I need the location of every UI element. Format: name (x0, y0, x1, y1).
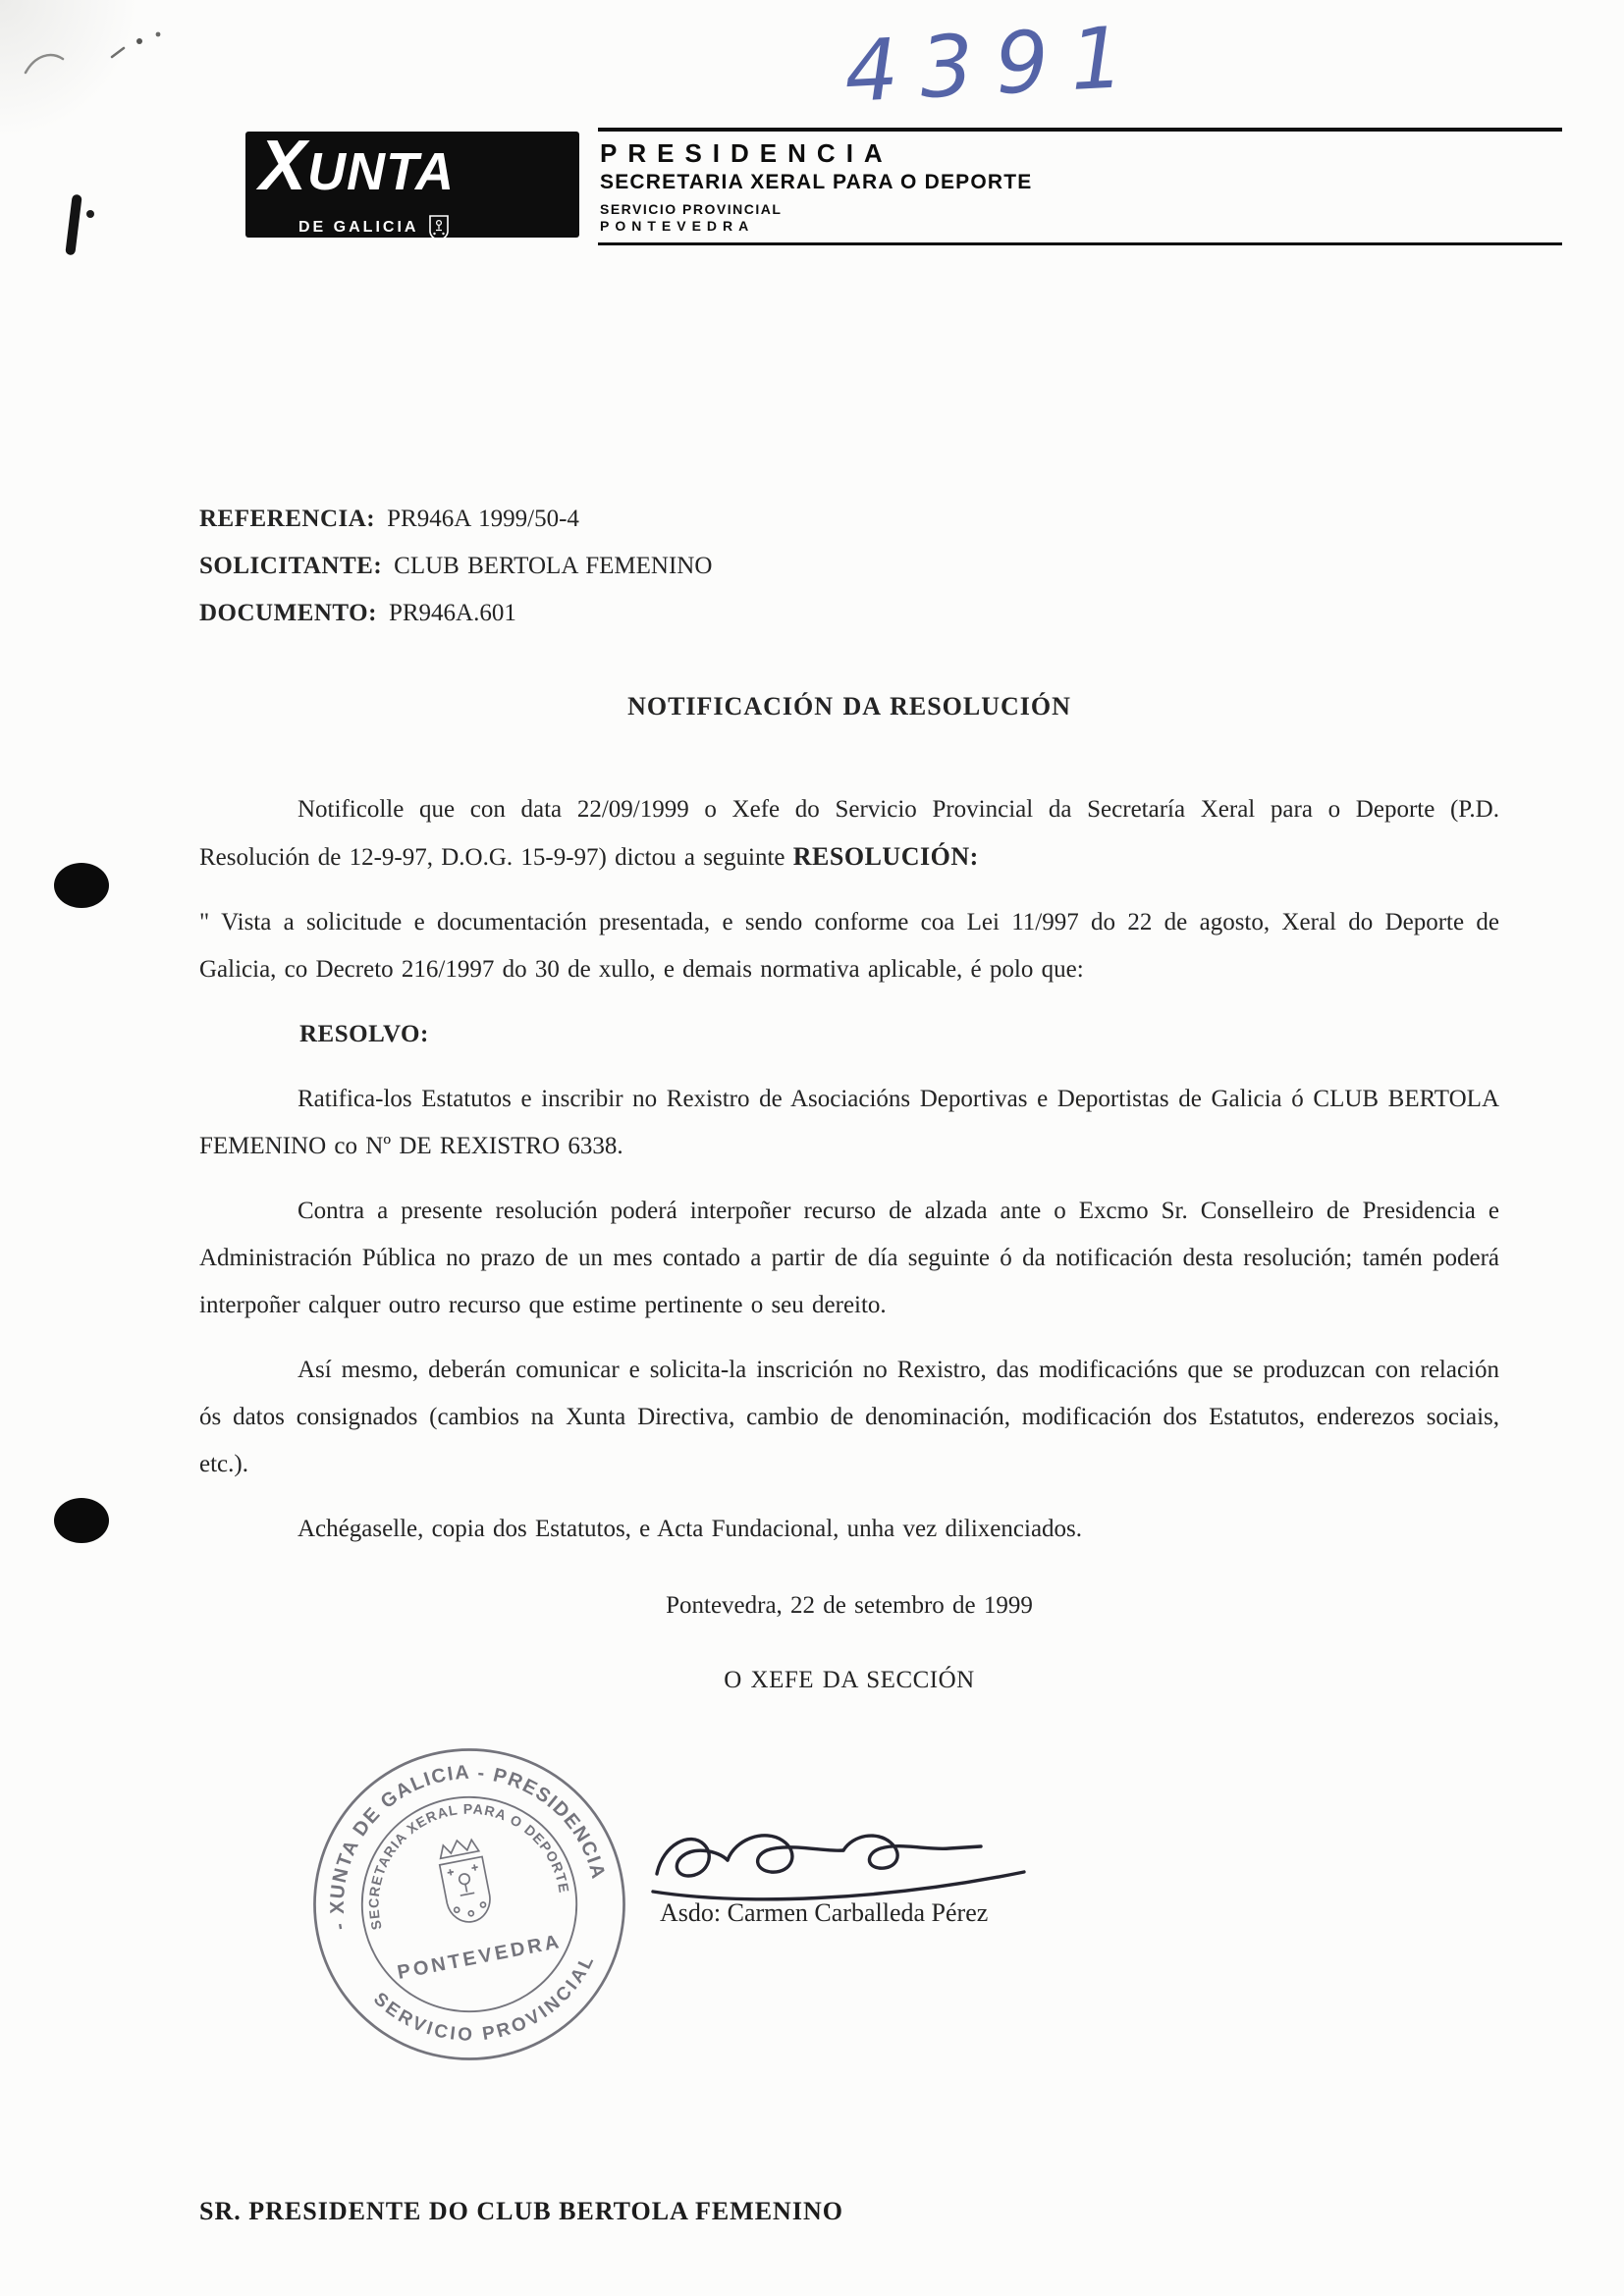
pen-scribble-marks (18, 22, 204, 100)
place-date-line: Pontevedra, 22 de setembro de 1999 (666, 1592, 1033, 1619)
logo-wordmark (259, 127, 568, 216)
logo-wordmark-rest: UNTA (307, 142, 455, 201)
ref-value-referencia: PR946A 1999/50-4 (387, 506, 579, 532)
resolvo-heading: RESOLVO: (299, 1021, 429, 1047)
stamp-crest-icon (436, 1837, 494, 1926)
official-stamp (304, 1739, 634, 2069)
ref-label-solicitante: SOLICITANTE: (199, 553, 383, 579)
handwritten-number: 4391 (841, 8, 1149, 122)
galicia-crest-icon (428, 214, 450, 241)
hole-punch-top (54, 863, 109, 908)
ref-value-documento: PR946A.601 (388, 600, 516, 626)
paragraph-notificacion-text: Notificolle que con data 22/09/1999 o Xefe do Servicio Provincial da Secretaría Xeral para o Deporte (P.D. Resolución de 12-9-97, D.O.G. 15-9-97) dictou a seguinte (199, 796, 1499, 871)
stamp-bottom-ring-text: SERVICIO PROVINCIAL (369, 1949, 600, 2046)
letterhead-secretaria: SECRETARIA XERAL PARA O DEPORTE (600, 171, 1033, 193)
paragraph-notificacion (199, 786, 1499, 881)
ref-label-referencia: REFERENCIA: (199, 506, 376, 532)
ref-label-documento: DOCUMENTO: (199, 600, 377, 626)
xunta-logo (245, 127, 579, 238)
ref-row-referencia (199, 496, 1499, 543)
ink-mark (65, 194, 81, 256)
document-title: NOTIFICACIÓN DA RESOLUCIÓN (627, 692, 1071, 721)
paragraph-modificacions: Así mesmo, deberán comunicar e solicita-la inscrición no Rexistro, das modificacións que se produzcan con relación ós datos consignados (cambios na Xunta Directiva, cambio de denominación, modificación dos Estatutos, enderezos sociais, etc.). (199, 1357, 1499, 1477)
ref-row-documento (199, 590, 1499, 637)
hole-punch-bottom (54, 1498, 109, 1543)
ref-row-solicitante (199, 543, 1499, 590)
logo-subtitle: DE GALICIA (298, 219, 419, 236)
logo-x-glyph: X (259, 127, 308, 205)
signer-title: O XEFE DA SECCIÓN (724, 1667, 975, 1693)
stamp-center-text: PONTEVEDRA (395, 1930, 565, 1984)
letterhead-servicio: SERVICIO PROVINCIAL (600, 201, 783, 217)
ref-value-solicitante: CLUB BERTOLA FEMENINO (394, 553, 713, 579)
paragraph-achegaselle: Achégaselle, copia dos Estatutos, e Acta Fundacional, unha vez dilixenciados. (298, 1516, 1083, 1542)
letterhead (598, 128, 1562, 245)
paragraph-vista: " Vista a solicitude e documentación presentada, e sendo conforme coa Lei 11/997 do 22 de agosto, Xeral do Deporte de Galicia, co Decreto 216/1997 do 30 de xullo, e demais normativa aplicable, é polo que: (199, 909, 1499, 983)
document-body (199, 496, 1499, 1704)
stamp-outer-ring-text: - XUNTA DE GALICIA - PRESIDENCIA (326, 1761, 610, 1932)
stamp-inner-ring-text: SECRETARIA XERAL PARA O DEPORTE (366, 1801, 571, 1932)
signed-by-line: Asdo: Carmen Carballeda Pérez (660, 1898, 989, 1927)
letterhead-presidencia: PRESIDENCIA (600, 138, 893, 168)
resolucion-bold-word: RESOLUCIÓN: (792, 842, 979, 871)
paragraph-ratificacion: Ratifica-los Estatutos e inscribir no Rexistro de Asociacións Deportivas e Deportistas de Galicia ó CLUB BERTOLA FEMENINO co Nº DE REXISTRO 6338. (199, 1086, 1499, 1159)
addressee-line: SR. PRESIDENTE DO CLUB BERTOLA FEMENINO (199, 2197, 843, 2225)
letterhead-pontevedra: PONTEVEDRA (600, 218, 755, 234)
ink-dot (86, 210, 94, 218)
paragraph-recurso: Contra a presente resolución poderá interpoñer recurso de alzada ante o Excmo Sr. Conselleiro de Presidencia e Administración Pública no prazo de un mes contado a partir de día seguinte ó da notificación desta resolución; tamén poderá interpoñer calquer outro recurso que estime pertinente o seu dereito. (199, 1198, 1499, 1318)
